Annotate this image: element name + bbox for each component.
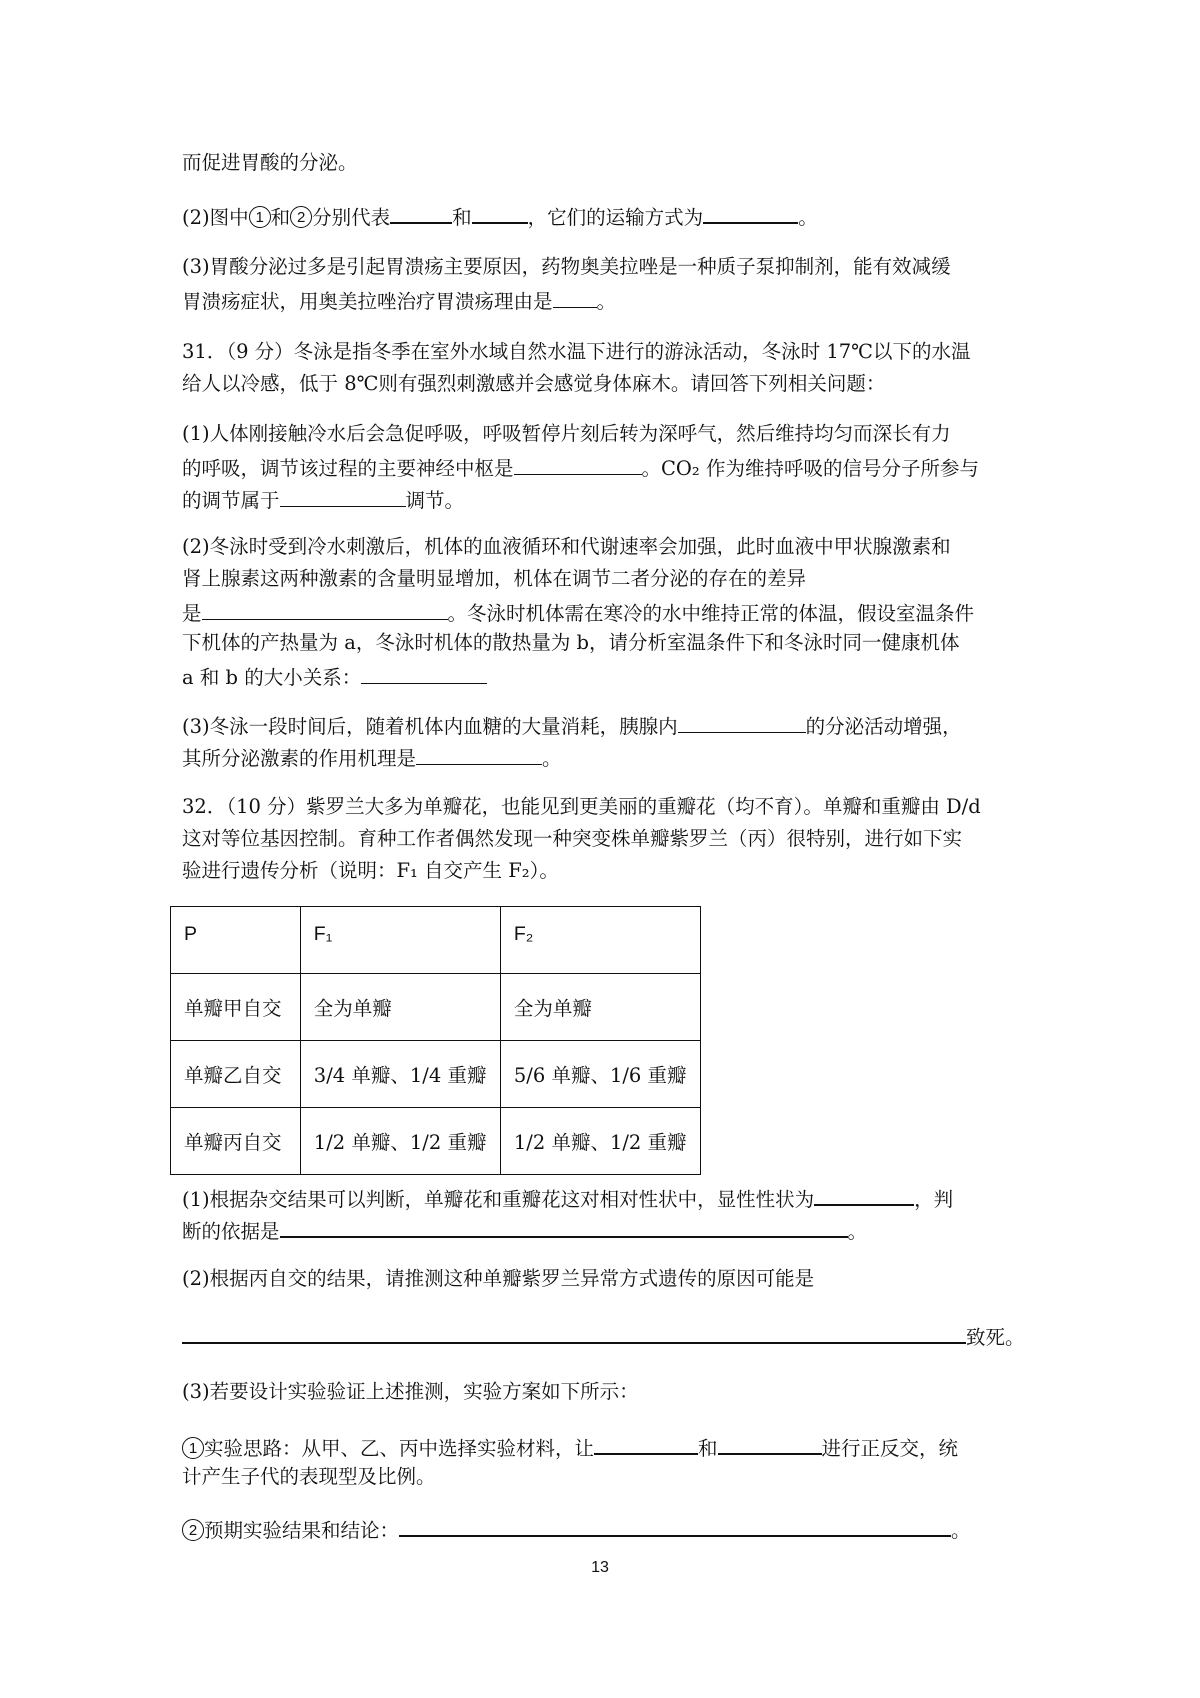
text-line: 计产生子代的表现型及比例。 [182, 1465, 436, 1488]
answer-blank[interactable] [814, 1180, 914, 1206]
answer-blank[interactable] [202, 595, 448, 620]
text-line: 下机体的产热量为 a，冬泳时机体的散热量为 b，请分析室温条件下和冬泳时同一健康机体 [182, 631, 960, 654]
table-row [171, 1108, 701, 1175]
table-header-row [171, 907, 701, 974]
circled-number-1: 1 [249, 206, 271, 228]
text-line: 而促进胃酸的分泌。 [182, 151, 358, 174]
text-segment: 。CO₂ 作为维持呼吸的信号分子所参与 [641, 457, 979, 480]
table-cell: 全为单瓣 [500, 974, 700, 1041]
table-row [171, 974, 701, 1041]
text-segment: 。 [798, 206, 818, 229]
text-segment: 。冬泳时机体需在寒冷的水中维持正常的体温，假设室温条件 [447, 602, 975, 625]
answer-blank[interactable] [703, 198, 798, 224]
text-segment: ，它们的运输方式为 [527, 206, 704, 229]
answer-blank[interactable] [678, 708, 806, 733]
text-segment: a 和 b 的大小关系： [182, 666, 362, 689]
answer-blank[interactable] [472, 198, 528, 224]
table-cell: 3/4 单瓣、1/4 重瓣 [300, 1041, 500, 1108]
answer-blank[interactable] [390, 198, 452, 224]
text-line: (2)冬泳时受到冷水刺激后，机体的血液循环和代谢速率会加强，此时血液中甲状腺激素和 [182, 535, 951, 558]
table-cell: 单瓣乙自交 [171, 1041, 301, 1108]
text-segment: ，判 [914, 1188, 954, 1211]
text-segment: 其所分泌激素的作用机理是 [182, 747, 417, 770]
text-segment: 致死。 [966, 1326, 1025, 1349]
text-line: (1)人体刚接触冷水后会急促呼吸，呼吸暂停片刻后转为深呼气，然后维持均匀而深长有力 [182, 422, 951, 445]
text-segment: 分别代表 [312, 206, 391, 229]
question-32-2-answer [182, 1318, 1032, 1350]
text-segment: (1)根据杂交结果可以判断，单瓣花和重瓣花这对相对性状中，显性性状为 [182, 1188, 815, 1211]
question-32-3-result [182, 1511, 1032, 1543]
table-cell: 单瓣丙自交 [171, 1108, 301, 1175]
table-cell: 单瓣甲自交 [171, 974, 301, 1041]
text-segment: (2)图中 [182, 206, 249, 229]
text-line: 肾上腺素这两种激素的含量明显增加，机体在调节二者分泌的存在的差异 [182, 567, 807, 590]
question-32-stem [182, 791, 1032, 887]
text-line: 验进行遗传分析（说明：F₁ 自交产生 F₂）。 [182, 859, 559, 882]
answer-blank[interactable] [280, 482, 406, 507]
text-segment: 和 [452, 206, 472, 229]
text-line: 这对等位基因控制。育种工作者偶然发现一种突变株单瓣紫罗兰（丙）很特别，进行如下实 [182, 827, 963, 850]
question-32-1 [182, 1180, 1032, 1244]
answer-blank[interactable] [594, 1429, 698, 1455]
answer-blank[interactable] [361, 659, 487, 684]
table-cell: 1/2 单瓣、1/2 重瓣 [500, 1108, 700, 1175]
text-line: (2)根据丙自交的结果，请推测这种单瓣紫罗兰异常方式遗传的原因可能是 [182, 1267, 815, 1290]
question-31-stem [182, 336, 1032, 400]
circled-number-1: 1 [182, 1437, 204, 1459]
text-segment: 胃溃疡症状，用奥美拉唑治疗胃溃疡理由是 [182, 290, 553, 313]
text-segment: 的分泌活动增强， [805, 715, 962, 738]
text-line: (3)胃酸分泌过多是引起胃溃疡主要原因，药物奥美拉唑是一种质子泵抑制剂，能有效减缓 [182, 255, 951, 278]
question-30-2 [182, 198, 1032, 230]
circled-number-2: 2 [290, 206, 312, 228]
answer-blank[interactable] [514, 450, 642, 475]
question-32-3 [182, 1376, 1032, 1408]
question-31-3 [182, 708, 1032, 772]
table-header-cell: F₁ [300, 907, 500, 974]
answer-blank[interactable] [553, 283, 597, 308]
table-row [171, 1041, 701, 1108]
text-line: 31．（9 分）冬泳是指冬季在室外水域自然水温下进行的游泳活动，冬泳时 17℃以下的水温 [182, 340, 971, 363]
question-31-2 [182, 531, 1032, 691]
text-segment: 调节。 [405, 489, 465, 512]
text-segment: (3)冬泳一段时间后，随着机体内血糖的大量消耗，胰腺内 [182, 715, 678, 738]
answer-blank[interactable] [182, 1318, 966, 1344]
answer-blank[interactable] [280, 1212, 848, 1238]
text-segment: 预期实验结果和结论： [204, 1519, 400, 1542]
genetics-table [170, 906, 701, 1175]
page-number: 13 [591, 1559, 609, 1576]
text-segment: 进行正反交，统 [821, 1437, 959, 1460]
table-header-cell: F₂ [500, 907, 700, 974]
paragraph-continuation [182, 147, 1032, 179]
answer-blank[interactable] [718, 1429, 822, 1455]
circled-number-2: 2 [182, 1519, 204, 1541]
table-cell: 全为单瓣 [300, 974, 500, 1041]
question-31-1 [182, 418, 1032, 514]
text-segment: 是 [182, 602, 202, 625]
text-line: (3)若要设计实验验证上述推测，实验方案如下所示： [182, 1380, 639, 1403]
table-cell: 5/6 单瓣、1/6 重瓣 [500, 1041, 700, 1108]
question-32-3-plan [182, 1429, 1032, 1493]
question-30-3 [182, 251, 1032, 315]
text-segment: 和 [270, 206, 291, 229]
table-header-cell: P [171, 907, 301, 974]
text-segment: 。 [951, 1519, 971, 1542]
text-line: 32．（10 分）紫罗兰大多为单瓣花，也能见到更美丽的重瓣花（均不育）。单瓣和重瓣由 D/d [182, 795, 981, 818]
text-segment: 。 [596, 290, 617, 313]
answer-blank[interactable] [399, 1511, 951, 1537]
table-cell: 1/2 单瓣、1/2 重瓣 [300, 1108, 500, 1175]
text-segment: 。 [847, 1220, 868, 1243]
text-segment: 的调节属于 [182, 489, 280, 512]
text-segment: 。 [542, 747, 562, 770]
text-segment: 和 [698, 1437, 718, 1460]
text-segment: 的呼吸，调节该过程的主要神经中枢是 [182, 457, 514, 480]
text-segment: 断的依据是 [182, 1220, 280, 1243]
text-line: 给人以冷感，低于 8℃则有强烈刺激感并会感觉身体麻木。请回答下列相关问题： [182, 372, 886, 395]
answer-blank[interactable] [416, 740, 542, 765]
text-segment: 实验思路：从甲、乙、丙中选择实验材料，让 [204, 1437, 595, 1460]
question-32-2 [182, 1263, 1032, 1295]
